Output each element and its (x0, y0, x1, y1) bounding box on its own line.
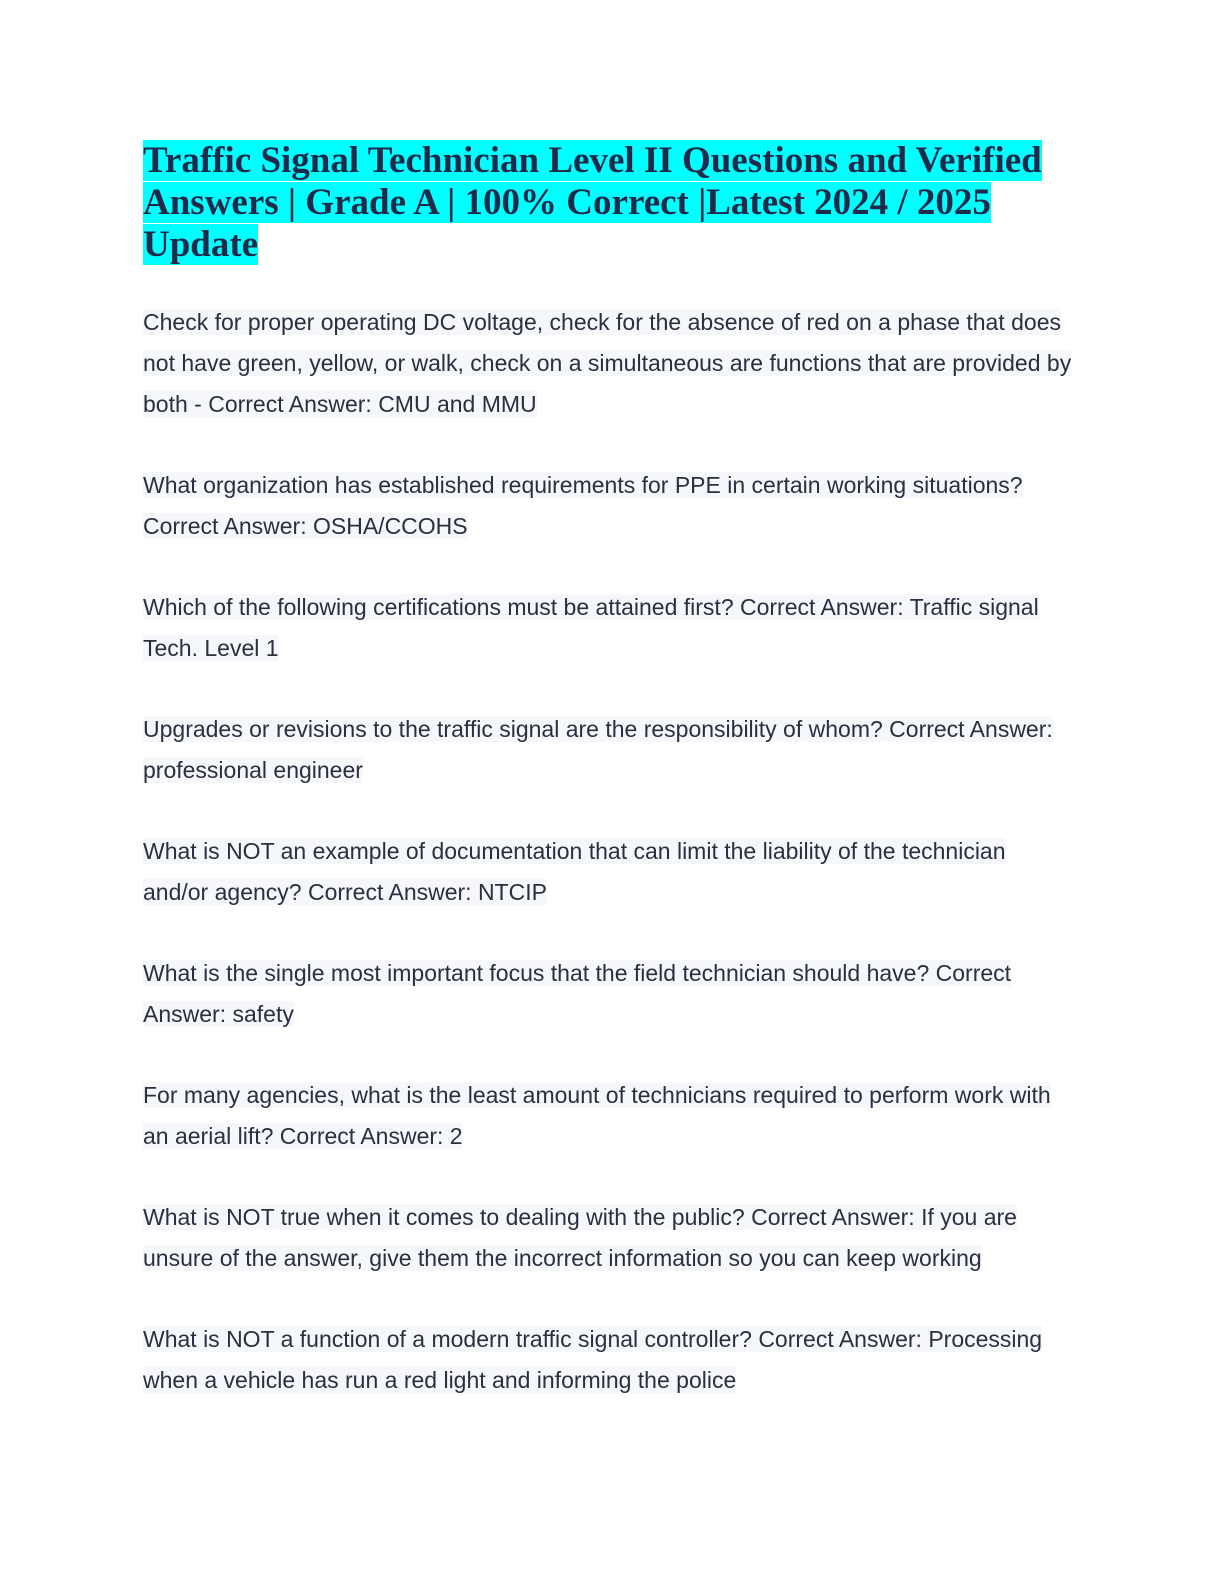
document-title-text: Traffic Signal Technician Level II Questions and Verified Answers | Grade A | 100% Correct |Latest 2024 / 2025 Update (143, 140, 1042, 265)
qa-item-text: What is NOT true when it comes to dealing with the public? Correct Answer: If you are unsure of the answer, give them the incorrect information so you can keep working (143, 1204, 1017, 1271)
qa-item (143, 302, 1073, 425)
document-page (143, 140, 1073, 1441)
qa-item-text: For many agencies, what is the least amount of technicians required to perform work with an aerial lift? Correct Answer: 2 (143, 1082, 1051, 1149)
qa-item-text: What is the single most important focus that the field technician should have? Correct Answer: safety (143, 960, 1012, 1027)
qa-item (143, 953, 1073, 1035)
document-title (143, 140, 1073, 266)
qa-item-text: Upgrades or revisions to the traffic signal are the responsibility of whom? Correct Answer: professional engineer (143, 716, 1053, 783)
qa-item-text: What organization has established requirements for PPE in certain working situations? Correct Answer: OSHA/CCOHS (143, 472, 1023, 539)
qa-item (143, 1319, 1073, 1401)
qa-item-text: What is NOT an example of documentation that can limit the liability of the technician and/or agency? Correct Answer: NTCIP (143, 838, 1006, 905)
qa-list (143, 302, 1073, 1401)
qa-item (143, 709, 1073, 791)
qa-item (143, 465, 1073, 547)
qa-item (143, 587, 1073, 669)
qa-item (143, 831, 1073, 913)
qa-item-text: What is NOT a function of a modern traffic signal controller? Correct Answer: Processing when a vehicle has run a red light and informing the police (143, 1326, 1043, 1393)
qa-item (143, 1075, 1073, 1157)
qa-item-text: Which of the following certifications must be attained first? Correct Answer: Traffic signal Tech. Level 1 (143, 594, 1039, 661)
qa-item (143, 1197, 1073, 1279)
qa-item-text: Check for proper operating DC voltage, check for the absence of red on a phase that does not have green, yellow, or walk, check on a simultaneous are functions that are provided by both - Correct Answer: CMU and MMU (143, 309, 1072, 417)
